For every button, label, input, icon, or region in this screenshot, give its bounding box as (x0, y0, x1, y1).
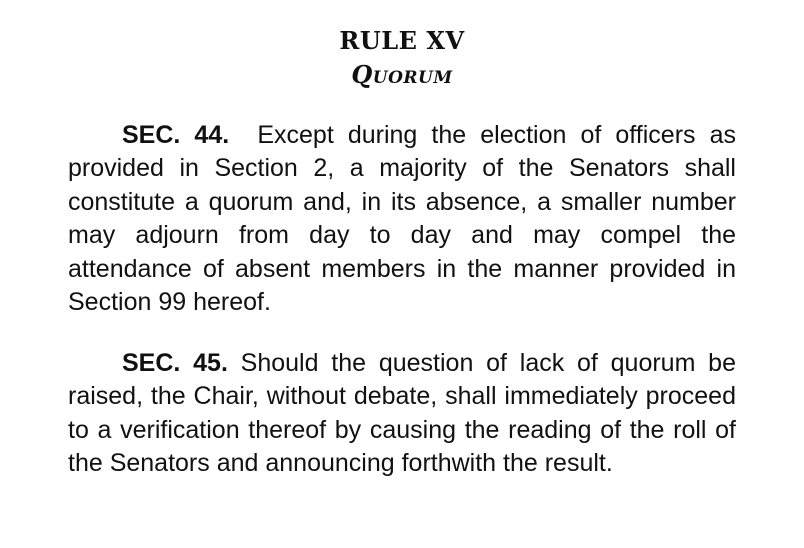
section-45-text: Should the question of lack of quorum be raised, the Chair, without debate, shall immediately proceed to a verification thereof by causing the reading of the roll of the Senators and announcing forthwith the result. (68, 349, 736, 478)
section-44-label: SEC. 44. (122, 121, 230, 149)
section-44-text: Except during the election of officers as provided in Section 2, a majority of the Senators shall constitute a quorum and, in its absence, a smaller number may adjourn from day to day and may compel the attendance of absent members in the manner provided in Section 99 hereof. (68, 121, 736, 317)
section-45-label: SEC. 45. (122, 349, 228, 377)
section-44-paragraph (68, 119, 736, 319)
rule-heading: RULE XV (339, 26, 465, 55)
rule-title: Quorum (351, 60, 453, 89)
section-45-paragraph (68, 347, 736, 481)
